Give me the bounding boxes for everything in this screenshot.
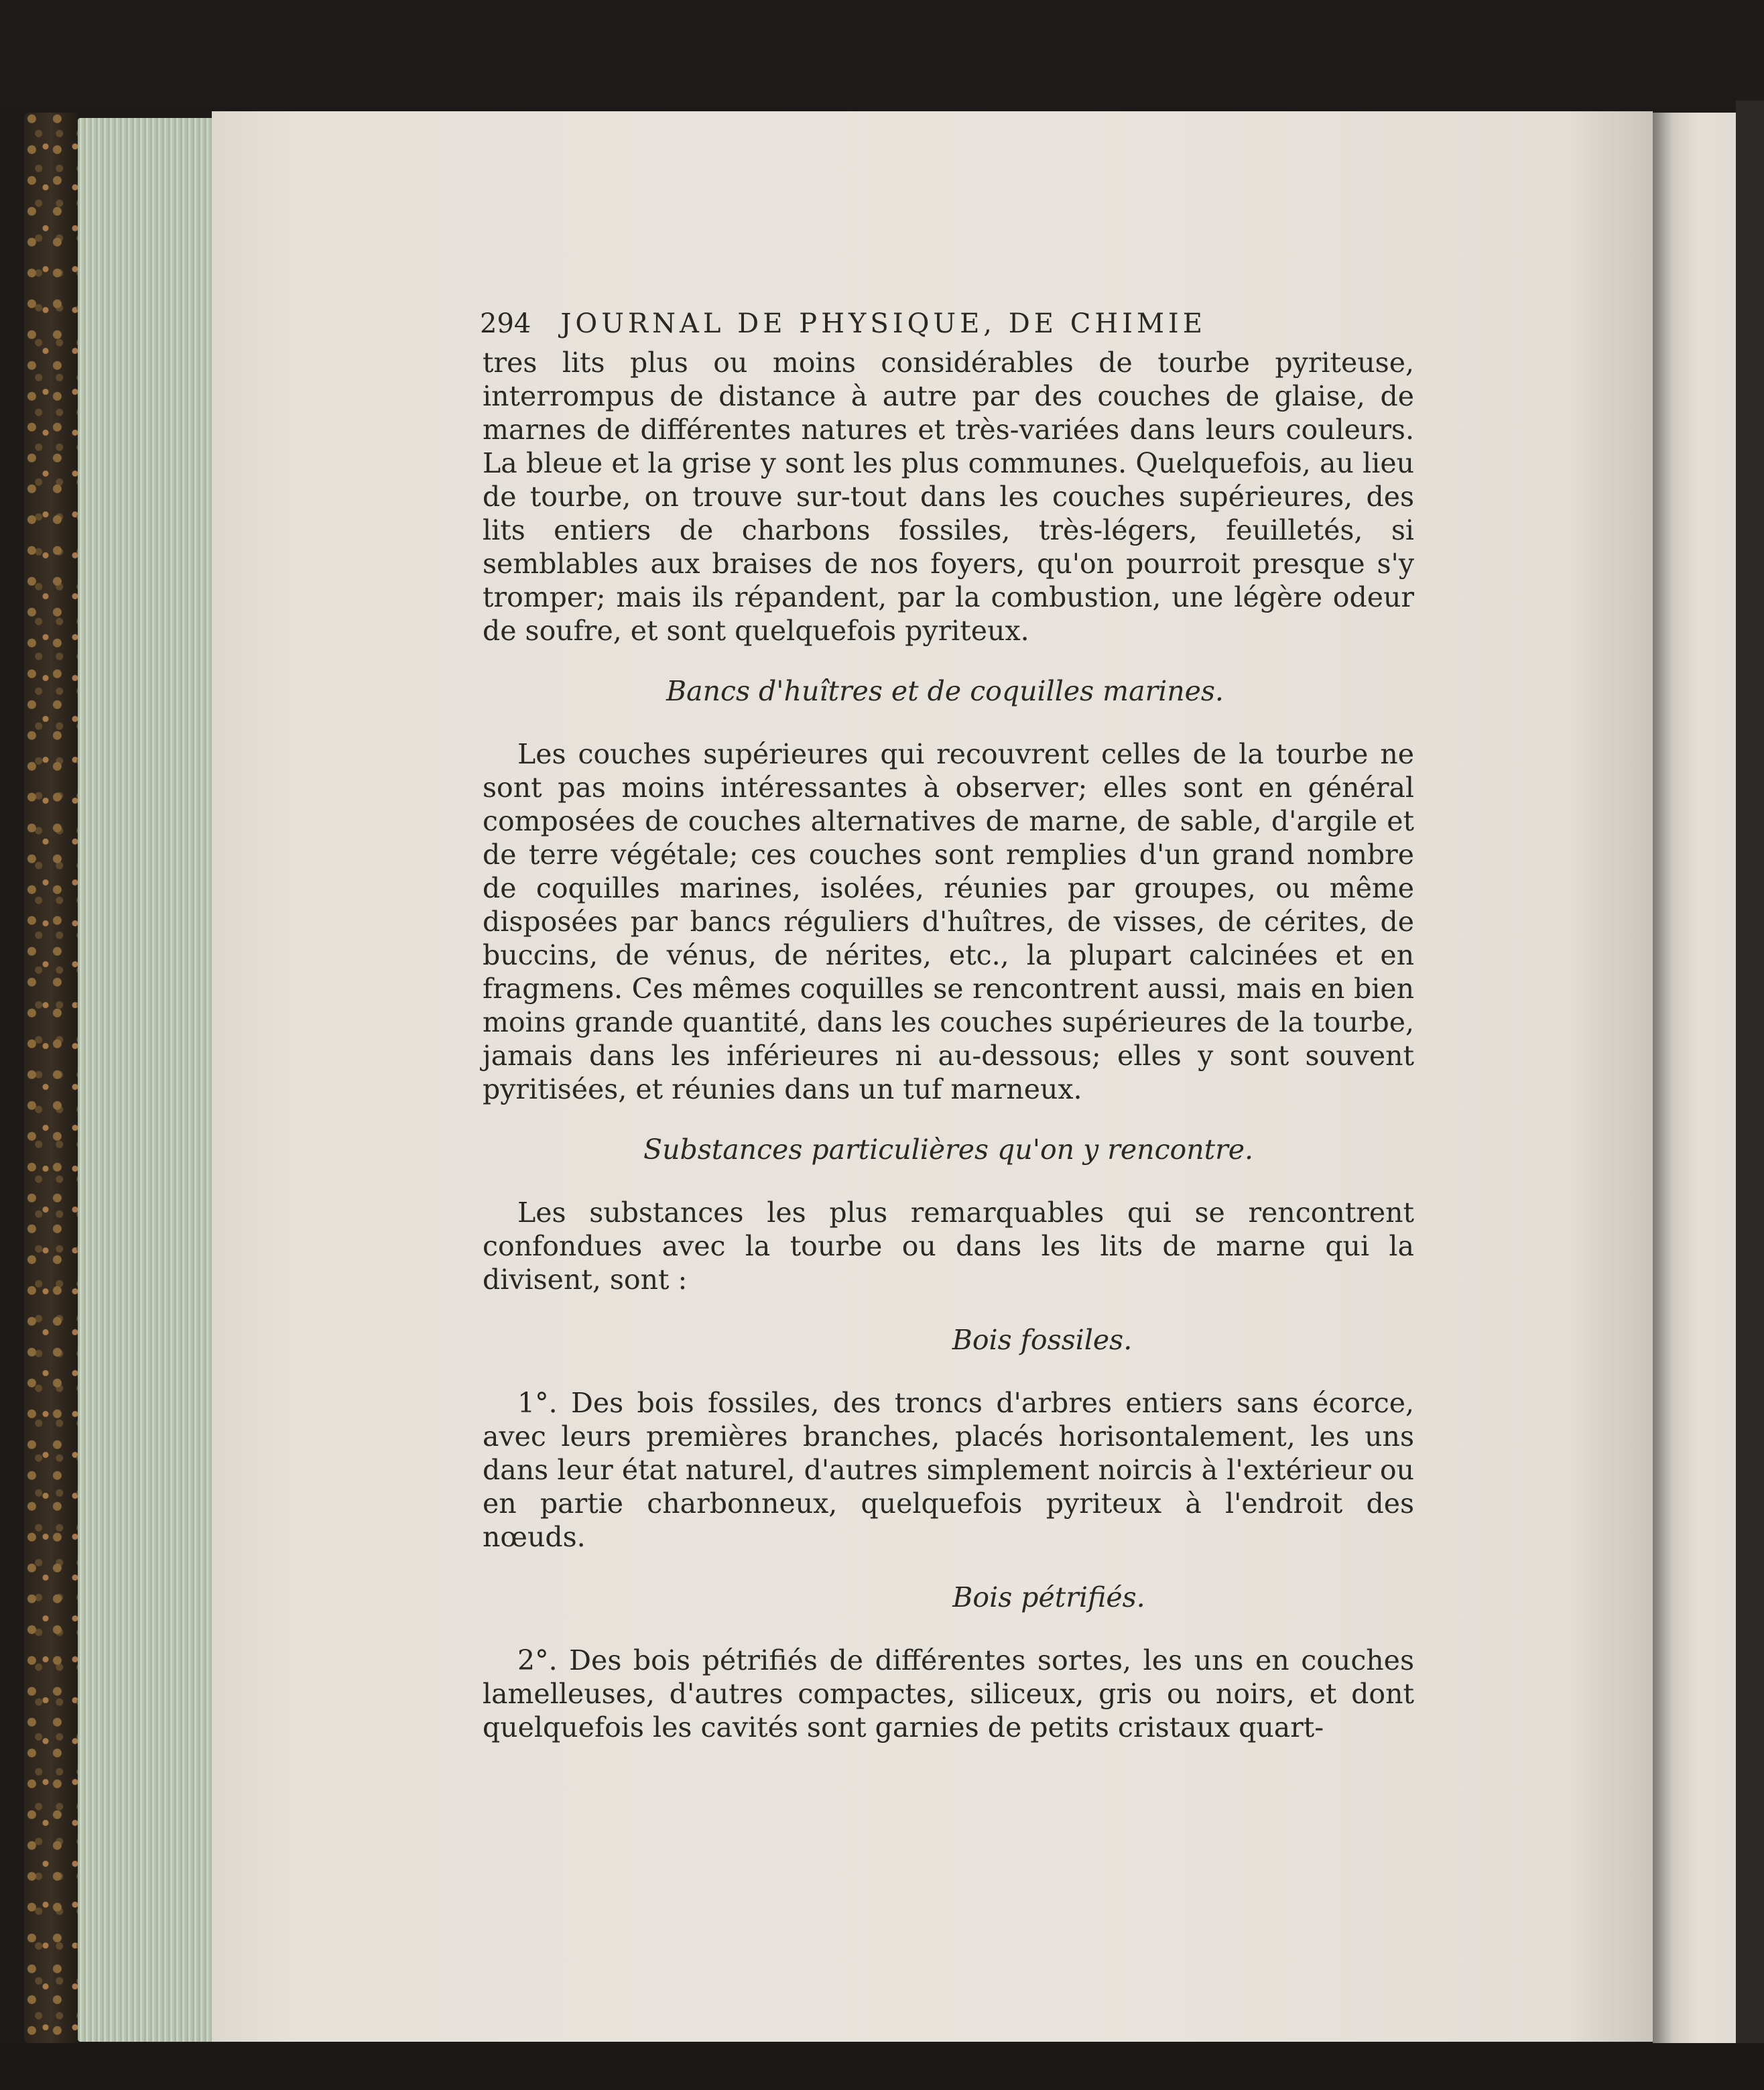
paragraph-1: tres lits plus ou moins considérables de tourbe pyriteuse, interrompus de distance à autre par des couches de glaise, de marnes de différentes natures et très-variées dans leurs couleurs. La bleue et la grise y sont les plus communes. Quelquefois, au lieu de tourbe, on trouve sur-tout dans les couches supérieures, des lits entiers de charbons fossiles, très-légers, feuilletés, si semblables aux braises de nos foyers, qu'on pourroit presque s'y tromper; mais ils répandent, par la combustion, une légère odeur de soufre, et sont quelquefois pyriteux. <box>483 347 1414 647</box>
paragraph-3: Les substances les plus remarquables qui se rencontrent confondues avec la tourbe ou dans les lits de marne qui la divisent, sont : <box>483 1196 1414 1296</box>
section-heading-oysters: Bancs d'huîtres et de coquilles marines. <box>666 675 1224 707</box>
paragraph-5: 2°. Des bois pétrifiés de différentes sortes, les uns en couches lamelleuses, d'autres compactes, siliceux, gris ou noirs, et dont quelquefois les cavités sont garnies de petits cristaux quart- <box>483 1644 1414 1743</box>
page-edges <box>78 118 212 2042</box>
running-title: JOURNAL DE PHYSIQUE, DE CHIMIE <box>560 308 1206 339</box>
background-right <box>1736 101 1764 2051</box>
page-text-block <box>480 307 1414 1744</box>
paragraph-4: 1°. Des bois fossiles, des troncs d'arbres entiers sans écorce, avec leurs premières branches, placés horisontalement, les uns dans leur état naturel, d'autres simplement noircis à l'extérieur ou en partie charbonneux, quelquefois pyriteux à l'endroit des nœuds. <box>483 1387 1414 1553</box>
running-header <box>480 307 1414 341</box>
background-top <box>0 0 1764 107</box>
background-bottom <box>0 2043 1764 2090</box>
section-heading-fossil-wood: Bois fossiles. <box>952 1324 1133 1356</box>
section-heading-substances: Substances particulières qu'on y rencontre. <box>643 1133 1253 1166</box>
page-number: 294 <box>480 308 531 339</box>
book-binding-marbled <box>24 113 78 2043</box>
paragraph-2: Les couches supérieures qui recouvrent celles de la tourbe ne sont pas moins intéressantes à observer; elles sont en général composées de couches alternatives de marne, de sable, d'argile et de terre végétale; ces couches sont remplies d'un grand nombre de coquilles marines, isolées, réunies par groupes, ou même disposées par bancs réguliers d'huîtres, de visses, de cérites, de buccins, de vénus, de nérites, etc., la plupart calcinées et en fragmens. Ces mêmes coquilles se rencontrent aussi, mais en bien moins grande quantité, dans les couches supérieures de la tourbe, jamais dans les inférieures ni au-dessous; elles y sont souvent pyritisées, et réunies dans un tuf marneux. <box>483 738 1414 1105</box>
section-heading-petrified-wood: Bois pétrifiés. <box>952 1581 1145 1613</box>
